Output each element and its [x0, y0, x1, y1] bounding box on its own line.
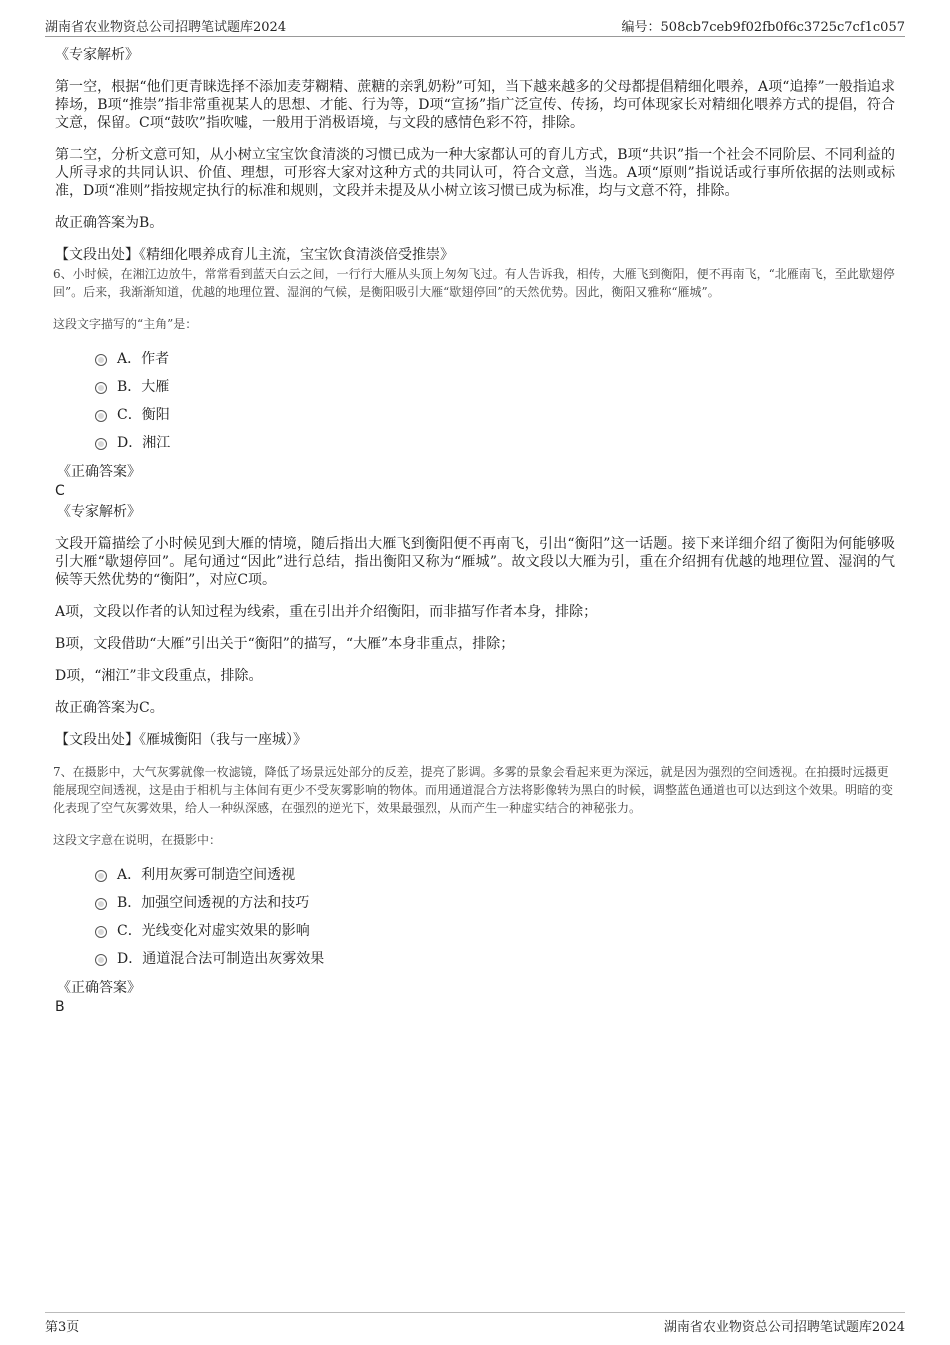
- answer-value: B: [55, 999, 65, 1015]
- option-label: C．衡阳: [117, 407, 170, 423]
- answer-heading: 《正确答案》: [57, 464, 141, 480]
- radio-button-icon[interactable]: [95, 382, 107, 394]
- question-6-prompt: 这段文字描写的“主角”是：: [53, 317, 198, 331]
- option-label: A．作者: [117, 351, 170, 367]
- radio-button-icon[interactable]: [95, 926, 107, 938]
- analysis-heading: 《专家解析》: [57, 504, 141, 520]
- footer-title: 湖南省农业物资总公司招聘笔试题库2024: [663, 1320, 905, 1335]
- option-label: B．加强空间透视的方法和技巧: [117, 895, 310, 911]
- radio-button-icon[interactable]: [95, 410, 107, 422]
- page-content: [55, 46, 895, 1017]
- question-6-text: 6、小时候，在湘江边放牛，常常看到蓝天白云之间，一行行大雁从头顶上匆匆飞过。有人告诉我，相传，大雁飞到衡阳，便不再南飞，“北雁南飞，至此歇翅停回”。后来，我渐渐知道，优越的地理位置、湿润的气候，是衡阳吸引大雁“歇翅停回”的天然优势。因此，衡阳又雅称“雁城”。: [53, 267, 895, 299]
- question-7-options: [95, 861, 895, 973]
- question-7-text: 7、在摄影中，大气灰雾就像一枚滤镜，降低了场景远处部分的反差，提亮了影调。多雾的景象会看起来更为深远，就是因为强烈的空间透视。在拍摄时远摄更能展现空间透视，这是由于相机与主体间有更少不受灰雾影响的物体。而用通道混合方法将影像转为黑白的时候，调整蓝色通道也可以达到这个效果。明暗的变化表现了空气灰雾效果，给人一种纵深感，在强烈的逆光下，效果最强烈，从而产生一种虚实结合的神秘张力。: [53, 765, 894, 815]
- header-title: 湖南省农业物资总公司招聘笔试题库2024: [45, 20, 287, 35]
- option-b[interactable]: [95, 373, 895, 401]
- radio-button-icon[interactable]: [95, 438, 107, 450]
- option-label: A．利用灰雾可制造空间透视: [117, 867, 296, 883]
- radio-button-icon[interactable]: [95, 898, 107, 910]
- radio-button-icon[interactable]: [95, 354, 107, 366]
- option-d[interactable]: [95, 945, 895, 973]
- page-header: [45, 14, 905, 37]
- option-b[interactable]: [95, 889, 895, 917]
- question-7-prompt: 这段文字意在说明，在摄影中：: [53, 833, 222, 847]
- analysis-paragraph: A项，文段以作者的认知过程为线索，重在引出并介绍衡阳，而非描写作者本身，排除；: [55, 604, 598, 620]
- option-d[interactable]: [95, 429, 895, 457]
- analysis-paragraph: B项，文段借助“大雁”引出关于“衡阳”的描写，“大雁”本身非重点，排除；: [55, 636, 515, 652]
- option-label: B．大雁: [117, 379, 170, 395]
- analysis-paragraph: 第二空，分析文意可知，从小树立宝宝饮食清淡的习惯已成为一种大家都认可的育儿方式，B项“共识”指一个社会不同阶层、不同利益的人所寻求的共同认识、价值、理想，可形容大家对这种方式的共同认可，符合文意，当选。A项“原则”指说话或行事所依据的法则或标准，D项“准则”指按规定执行的标准和规则，文段并未提及从小树立该习惯已成为标准，均与文意不符，排除。: [55, 147, 895, 199]
- option-label: D．通道混合法可制造出灰雾效果: [117, 951, 325, 967]
- source-line: 【文段出处】《雁城衡阳（我与一座城）》: [55, 732, 307, 748]
- page-number: 第3页: [45, 1320, 80, 1335]
- header-code: 编号：508cb7ceb9f02fb0f6c3725c7cf1c057: [621, 20, 905, 35]
- page-footer: [45, 1312, 905, 1335]
- option-a[interactable]: [95, 861, 895, 889]
- option-label: C．光线变化对虚实效果的影响: [117, 923, 310, 939]
- answer-heading: 《正确答案》: [57, 980, 141, 996]
- analysis-paragraph: 第一空，根据“他们更青睐选择不添加麦芽糊精、蔗糖的亲乳奶粉”可知，当下越来越多的父母都提倡精细化喂养，A项“追捧”一般指追求捧场，B项“推崇”指非常重视某人的思想、才能、行为等，D项“宣扬”指广泛宣传、传扬，均可体现家长对精细化喂养方式的提倡，符合文意，保留。C项“鼓吹”指吹嘘，一般用于消极语境，与文段的感情色彩不符，排除。: [55, 79, 895, 131]
- option-c[interactable]: [95, 401, 895, 429]
- analysis-heading: 《专家解析》: [55, 47, 139, 63]
- option-label: D．湘江: [117, 435, 171, 451]
- analysis-conclusion: 故正确答案为B。: [55, 215, 164, 231]
- radio-button-icon[interactable]: [95, 870, 107, 882]
- analysis-conclusion: 故正确答案为C。: [55, 700, 164, 716]
- answer-value: C: [55, 483, 65, 499]
- question-6-options: [95, 345, 895, 457]
- radio-button-icon[interactable]: [95, 954, 107, 966]
- option-a[interactable]: [95, 345, 895, 373]
- option-c[interactable]: [95, 917, 895, 945]
- analysis-paragraph: 文段开篇描绘了小时候见到大雁的情境，随后指出大雁飞到衡阳便不再南飞，引出“衡阳”这一话题。接下来详细介绍了衡阳为何能够吸引大雁“歇翅停回”。尾句通过“因此”进行总结，指出衡阳又称为“雁城”。故文段以大雁为引，重在介绍拥有优越的地理位置、湿润的气候等天然优势的“衡阳”，对应C项。: [55, 536, 895, 588]
- source-line: 【文段出处】《精细化喂养成育儿主流，宝宝饮食清淡倍受推崇》: [55, 247, 454, 263]
- analysis-paragraph: D项，“湘江”非文段重点，排除。: [55, 668, 263, 684]
